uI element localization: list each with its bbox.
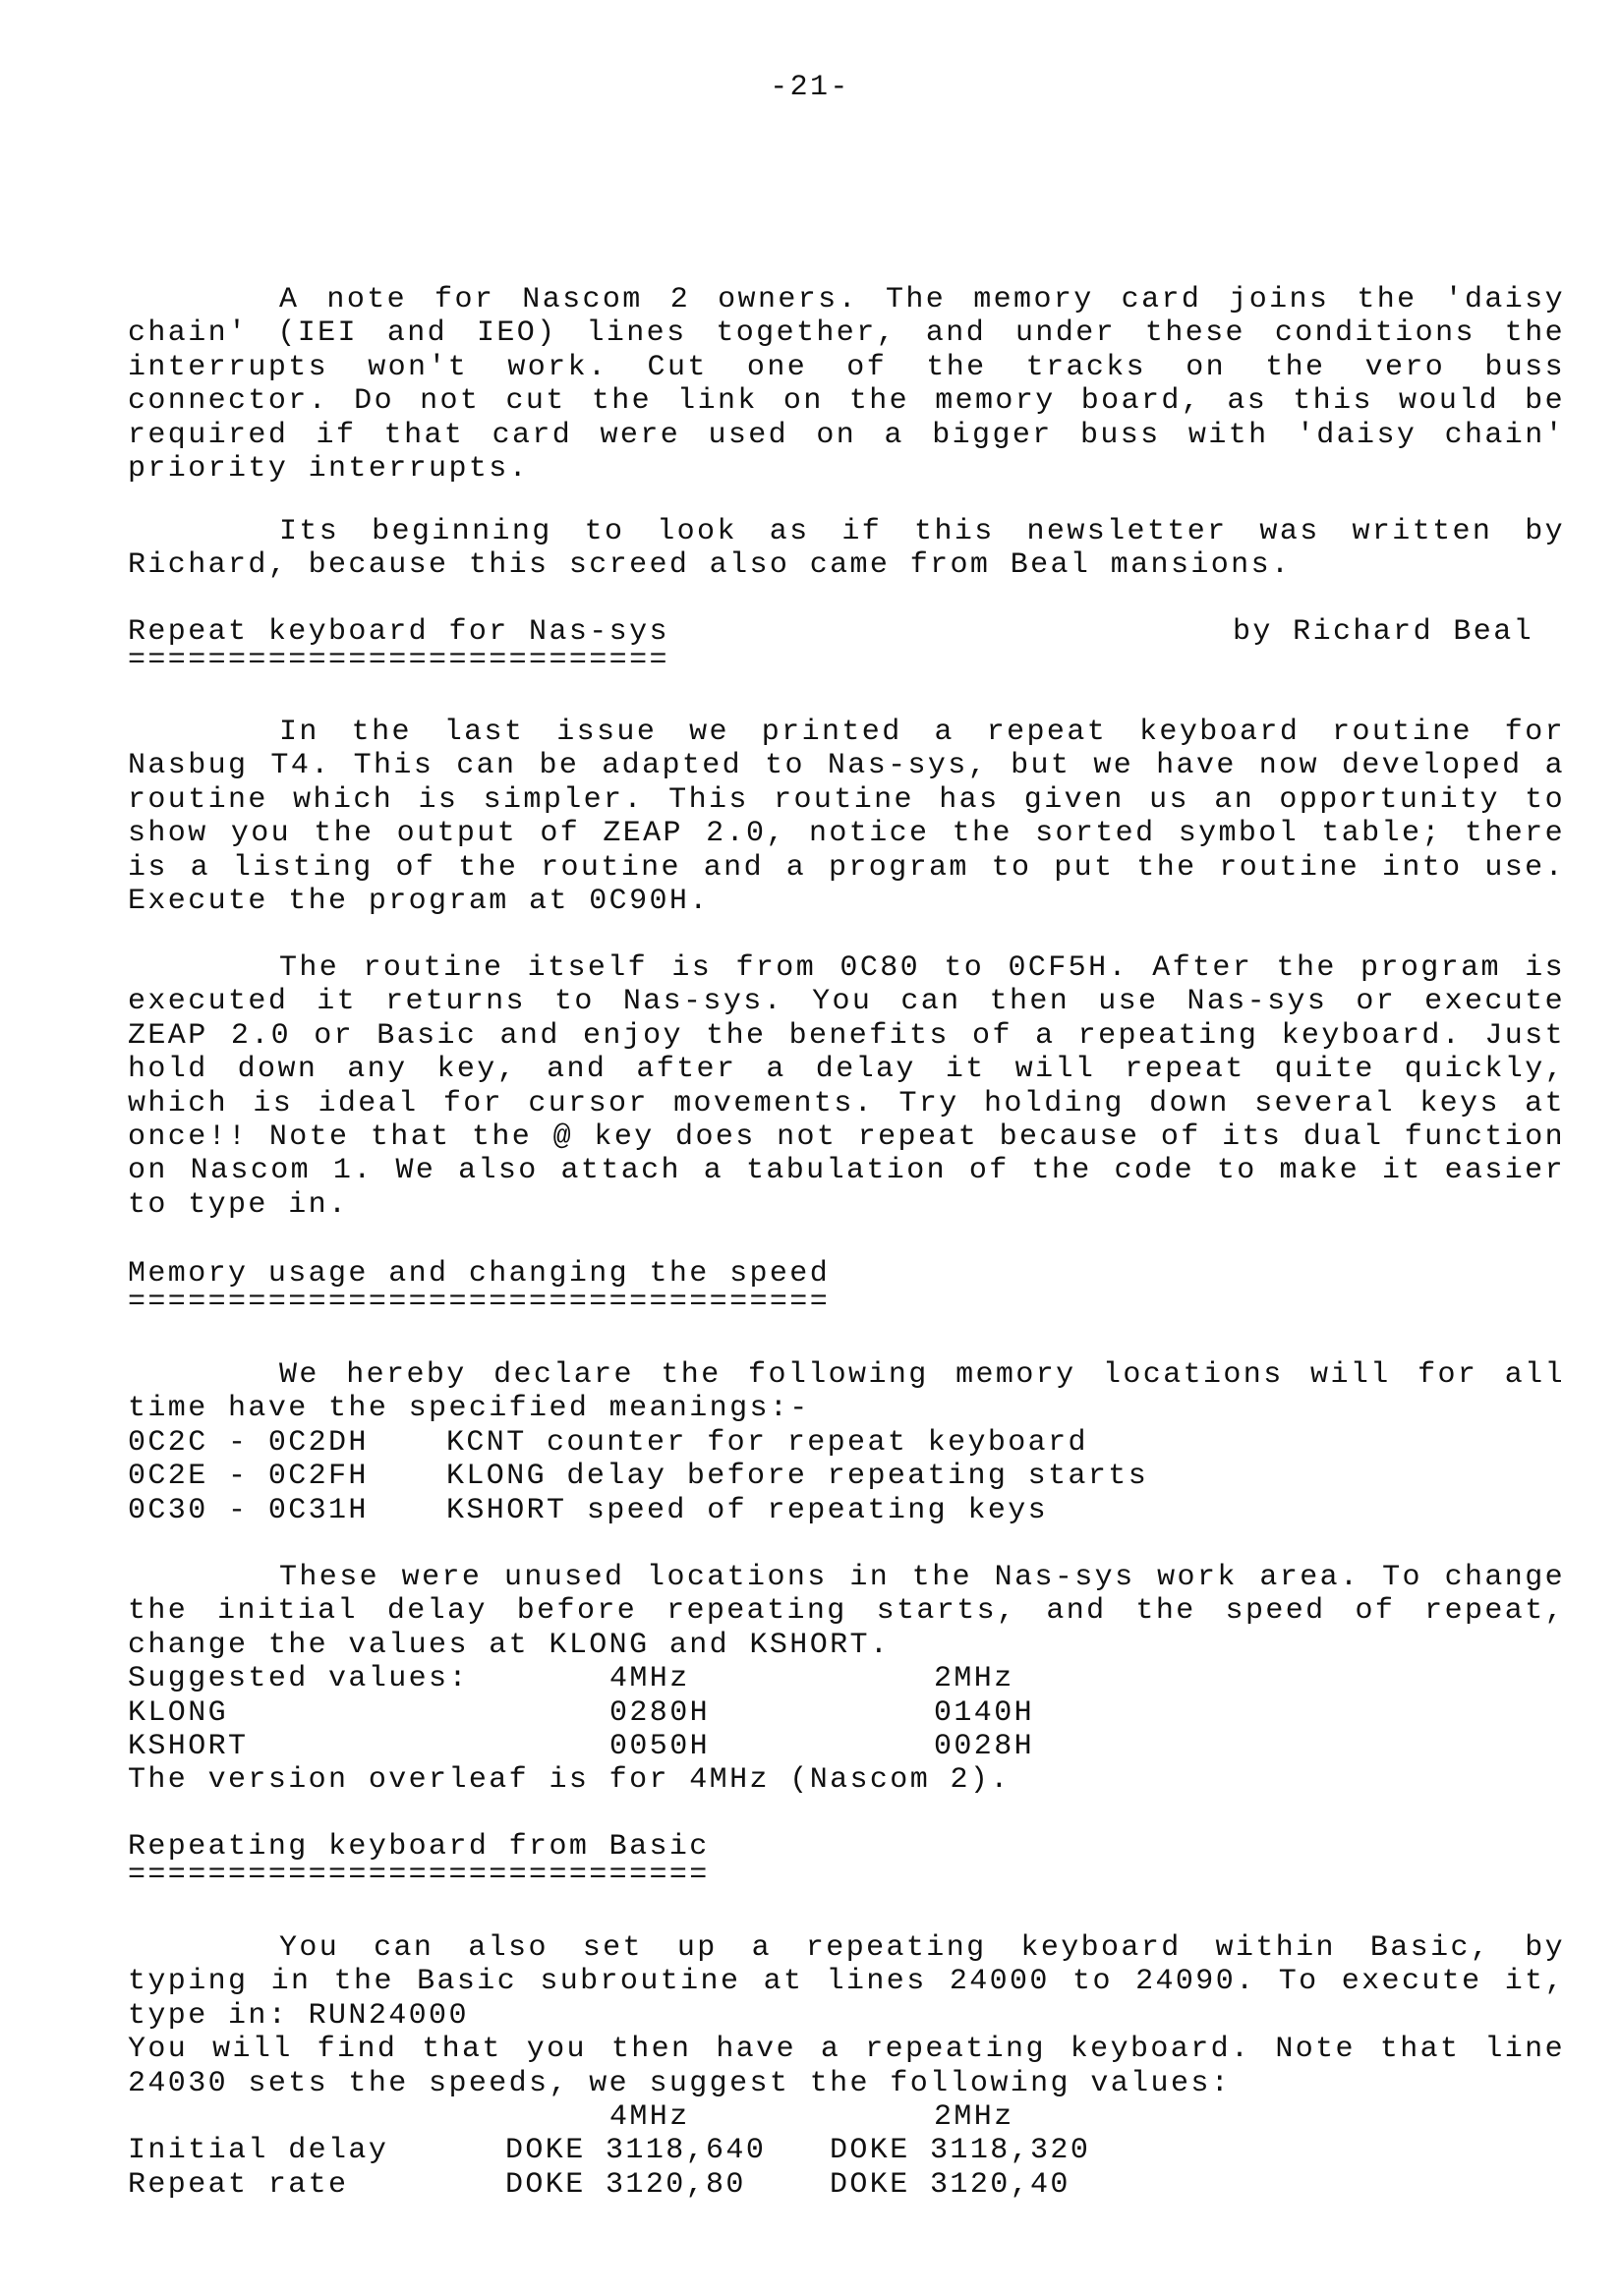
memory-location-row — [128, 1460, 1565, 1493]
table-label: Suggested values: — [128, 1662, 469, 1696]
text-line: change the values at KLONG and KSHORT. — [128, 1628, 891, 1662]
row-label: Initial delay — [128, 2134, 389, 2168]
page-number: -21- — [770, 71, 850, 104]
text-line: time have the specified meanings:- — [128, 1392, 810, 1426]
value-2mhz: DOKE 3120,40 — [830, 2167, 1070, 2202]
paragraph-memory-locations — [128, 1358, 1565, 1527]
values-table-row — [128, 1730, 1565, 1763]
value-4mhz: DOKE 3120,80 — [505, 2167, 746, 2202]
author-byline: by Richard Beal — [1232, 615, 1533, 649]
text-line: Execute the program at 0C90H. — [128, 884, 710, 918]
title-underline: =================================== — [128, 1286, 831, 1320]
text-line: Richard, because this screed also came from Beal mansions. — [128, 548, 1292, 583]
section-repeat-keyboard-heading — [128, 615, 1565, 678]
paragraph-beal-note — [128, 515, 1565, 583]
text-line: on Nascom 1. We also attach a tabulation of the code to make it easier — [128, 1154, 1565, 1188]
text-line: 24030 sets the speeds, we suggest the following values: — [128, 2066, 1232, 2100]
paragraph-last-issue — [128, 716, 1565, 918]
column-header-2mhz: 2MHz — [934, 2099, 1014, 2134]
location-description: KLONG delay before repeating starts — [446, 1460, 1149, 1494]
column-header-4mhz: 4MHz — [609, 2099, 690, 2134]
value-2mhz: DOKE 3118,320 — [830, 2134, 1091, 2168]
title-underline: =========================== — [128, 644, 669, 678]
paragraph-nascom2-note — [128, 283, 1565, 486]
paragraph-basic-repeat — [128, 1931, 1565, 2202]
text-line: chain' (IEI and IEO) lines together, and under these conditions the — [128, 316, 1565, 351]
text-line: is a listing of the routine and a program to put the routine into use. — [128, 850, 1565, 885]
address-range: 0C2C - 0C2DH — [128, 1425, 369, 1460]
text-line: connector. Do not cut the link on the memory board, as this would be — [128, 384, 1565, 419]
doke-table-header — [128, 2100, 1565, 2134]
text-line: We hereby declare the following memory locations will for all — [279, 1358, 1565, 1392]
doke-table-row — [128, 2134, 1565, 2167]
section-title: Memory usage and changing the speed — [128, 1257, 831, 1291]
text-line: Its beginning to look as if this newsletter was written by — [279, 515, 1565, 548]
text-line: The routine itself is from 0C80 to 0CF5H. After the program is — [279, 951, 1565, 985]
text-line: Nasbug T4. This can be adapted to Nas-sys, but we have now developed a — [128, 749, 1565, 783]
location-description: KSHORT speed of repeating keys — [446, 1493, 1049, 1527]
row-label: Repeat rate — [128, 2167, 349, 2202]
text-line: required if that card were used on a bigger buss with 'daisy chain' — [128, 418, 1565, 452]
section-basic-heading — [128, 1830, 1565, 1893]
text-line: to type in. — [128, 1187, 349, 1222]
address-range: 0C30 - 0C31H — [128, 1493, 369, 1527]
value-2mhz: 0028H — [934, 1729, 1035, 1763]
text-line: which is ideal for cursor movements. Try holding down several keys at — [128, 1086, 1565, 1120]
text-line: priority interrupts. — [128, 451, 530, 486]
row-label: KSHORT — [128, 1729, 249, 1763]
section-title: Repeat keyboard for Nas-sys — [128, 615, 669, 649]
address-range: 0C2E - 0C2FH — [128, 1460, 369, 1494]
text-line: once!! Note that the @ key does not repeat because of its dual function — [128, 1119, 1565, 1154]
column-header-4mhz: 4MHz — [609, 1662, 690, 1696]
paragraph-change-speed — [128, 1561, 1565, 1798]
text-line: These were unused locations in the Nas-sys work area. To change — [279, 1561, 1565, 1594]
text-line: routine which is simpler. This routine has given us an opportunity to — [128, 782, 1565, 817]
text-line: hold down any key, and after a delay it will repeat quite quickly, — [128, 1053, 1565, 1087]
memory-location-row — [128, 1494, 1565, 1527]
location-description: KCNT counter for repeat keyboard — [446, 1425, 1088, 1460]
value-4mhz: DOKE 3118,640 — [505, 2134, 767, 2168]
text-line: The version overleaf is for 4MHz (Nascom 2). — [128, 1763, 1011, 1798]
values-table-row — [128, 1696, 1565, 1730]
text-line: show you the output of ZEAP 2.0, notice the sorted symbol table; there — [128, 817, 1565, 851]
text-line: A note for Nascom 2 owners. The memory card joins the 'daisy — [279, 283, 1565, 316]
text-line: type in: RUN24000 — [128, 1998, 469, 2033]
section-memory-usage-heading — [128, 1257, 1565, 1320]
column-header-2mhz: 2MHz — [934, 1662, 1014, 1696]
text-line: executed it returns to Nas-sys. You can then use Nas-sys or execute — [128, 985, 1565, 1019]
paragraph-routine-itself — [128, 951, 1565, 1222]
text-line: You can also set up a repeating keyboard within Basic, by — [279, 1931, 1565, 1965]
text-line: interrupts won't work. Cut one of the tracks on the vero buss — [128, 350, 1565, 384]
doke-table-row — [128, 2168, 1565, 2202]
text-line: ZEAP 2.0 or Basic and enjoy the benefits of a repeating keyboard. Just — [128, 1018, 1565, 1053]
memory-location-row — [128, 1426, 1565, 1460]
text-line: You will find that you then have a repeating keyboard. Note that line — [128, 2033, 1565, 2067]
text-line: the initial delay before repeating starts, and the speed of repeat, — [128, 1594, 1565, 1629]
value-4mhz: 0280H — [609, 1695, 711, 1730]
text-line: typing in the Basic subroutine at lines 24000 to 24090. To execute it, — [128, 1965, 1565, 1999]
title-underline: ============================= — [128, 1859, 710, 1893]
value-2mhz: 0140H — [934, 1695, 1035, 1730]
values-table-header — [128, 1662, 1565, 1695]
row-label: KLONG — [128, 1695, 229, 1730]
text-line: In the last issue we printed a repeat keyboard routine for — [279, 716, 1565, 749]
value-4mhz: 0050H — [609, 1729, 711, 1763]
section-title: Repeating keyboard from Basic — [128, 1830, 710, 1864]
